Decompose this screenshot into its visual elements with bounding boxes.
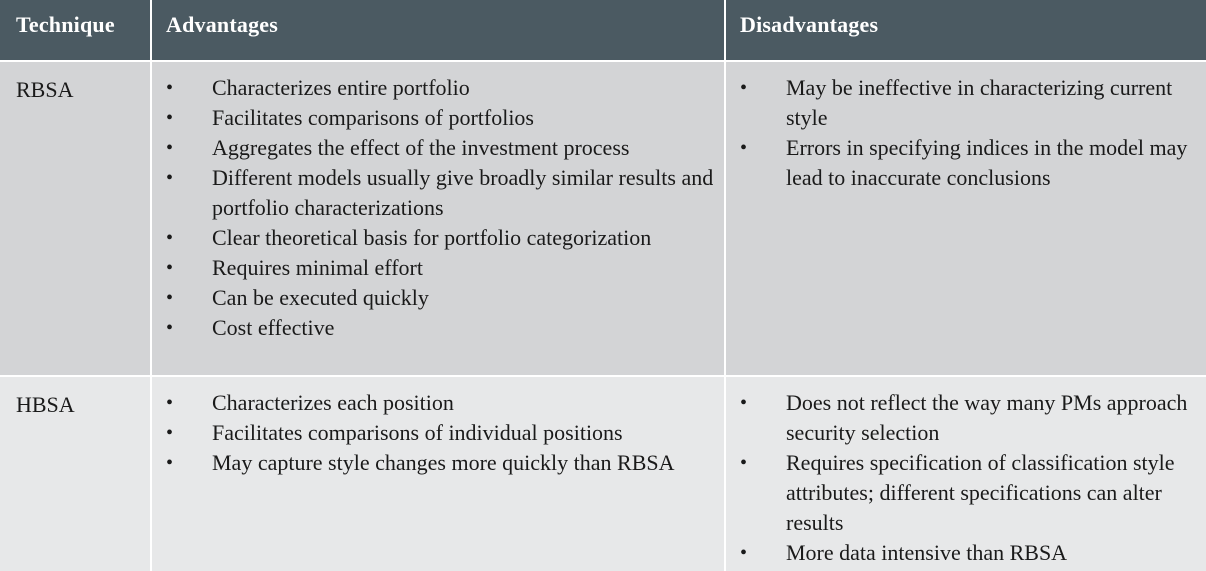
table-row-hbsa [0,377,1206,571]
list-item-text: Cost effective [212,315,335,340]
bullet-icon: • [740,392,748,414]
advantages-list [152,73,722,343]
technique-cell [0,62,152,375]
header-cell-disadvantages [726,0,1206,60]
bullet-icon: • [166,137,174,159]
list-item-text: Aggregates the effect of the investment process [212,135,630,160]
bullet-icon: • [740,452,748,474]
list-item [152,133,722,163]
list-item [152,388,722,418]
list-item [152,313,722,343]
table-row-rbsa [0,62,1206,375]
bullet-icon: • [740,137,748,159]
list-item-text: Characterizes each position [212,390,454,415]
disadvantages-cell [726,377,1206,571]
header-technique: Technique [16,12,115,37]
disadvantages-cell [726,62,1206,375]
list-item-text: Facilitates comparisons of portfolios [212,105,534,130]
bullet-icon: • [166,167,174,189]
bullet-icon: • [166,257,174,279]
list-item [726,388,1202,448]
list-item-text: Requires minimal effort [212,255,423,280]
list-item-text: Does not reflect the way many PMs approach security selection [786,390,1188,445]
header-disadvantages: Disadvantages [740,12,879,37]
disadvantages-list [726,73,1202,193]
list-item [152,73,722,103]
bullet-icon: • [740,542,748,564]
list-item [152,253,722,283]
technique-cell [0,377,152,571]
bullet-icon: • [166,77,174,99]
list-item-text: Errors in specifying indices in the model may lead to inaccurate conclusions [786,135,1188,190]
list-item-text: Clear theoretical basis for portfolio categorization [212,225,652,250]
advantages-cell [152,377,726,571]
table-header-row [0,0,1206,60]
bullet-icon: • [166,392,174,414]
header-cell-technique [0,0,152,60]
list-item [152,418,722,448]
list-item-text: Can be executed quickly [212,285,429,310]
list-item [152,223,722,253]
disadvantages-list [726,388,1202,568]
advantages-list [152,388,722,478]
list-item [152,103,722,133]
header-advantages: Advantages [166,12,279,37]
list-item-text: Different models usually give broadly similar results and portfolio characterizations [212,165,714,220]
list-item [726,538,1202,568]
advantages-cell [152,62,726,375]
list-item [152,448,722,478]
bullet-icon: • [166,107,174,129]
technique-label: RBSA [16,77,74,102]
list-item-text: Characterizes entire portfolio [212,75,470,100]
list-item [152,283,722,313]
bullet-icon: • [166,287,174,309]
bullet-icon: • [166,422,174,444]
list-item [726,133,1202,193]
bullet-icon: • [166,227,174,249]
list-item-text: Requires specification of classification style attributes; different specifications can alter results [786,450,1175,535]
list-item-text: May be ineffective in characterizing current style [786,75,1173,130]
list-item [726,73,1202,133]
technique-label: HBSA [16,392,75,417]
list-item-text: Facilitates comparisons of individual positions [212,420,623,445]
list-item-text: May capture style changes more quickly than RBSA [212,450,675,475]
list-item [152,163,722,223]
list-item [726,448,1202,538]
bullet-icon: • [740,77,748,99]
header-cell-advantages [152,0,726,60]
list-item-text: More data intensive than RBSA [786,540,1068,565]
bullet-icon: • [166,317,174,339]
bullet-icon: • [166,452,174,474]
